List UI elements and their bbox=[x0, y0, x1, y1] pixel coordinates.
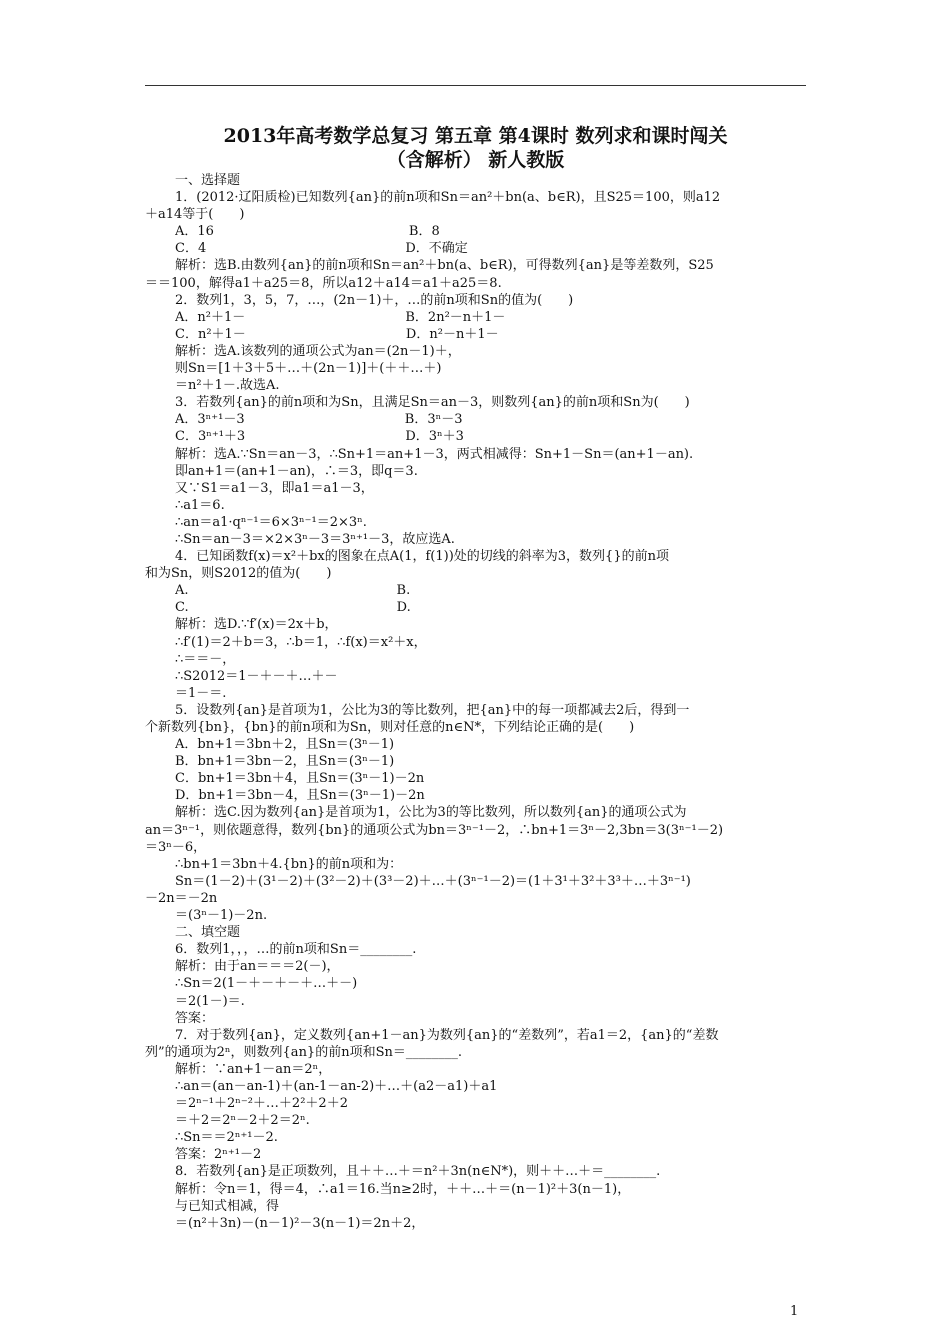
text-line: ＝＋2＝2ⁿ－2＋2＝2ⁿ. bbox=[175, 1113, 310, 1129]
text-line: ∴f′(1)＝2＋b＝3，∴b＝1，∴f(x)＝x²＋x， bbox=[175, 634, 427, 650]
text-line: ＋a14等于( ) bbox=[145, 207, 245, 223]
text-line: Sn＝(1－2)＋(3¹－2)＋(3²－2)＋(3³－2)＋…＋(3ⁿ⁻¹－2)＝(1＋3¹＋3²＋3³＋…＋3ⁿ⁻¹) bbox=[175, 873, 691, 889]
text-line: D．bn+1＝3bn－4，且Sn＝(3ⁿ－1)－2n bbox=[175, 788, 425, 804]
text-line: ∴S2012＝1－＋－＋…＋－ bbox=[175, 668, 338, 684]
text-line: C. D. bbox=[175, 600, 411, 616]
text-line: 2．数列1，3，5，7，…，(2n－1)＋，…的前n项和Sn的值为( ) bbox=[175, 292, 574, 308]
text-line: 8．若数列{an}是正项数列，且＋＋…＋＝n²＋3n(n∈N*)，则＋＋…＋＝________. bbox=[175, 1164, 661, 1180]
text-line: 解析：选A.该数列的通项公式为an＝(2n－1)＋， bbox=[175, 343, 461, 359]
text-line: ∴Sn＝an－3＝×2×3ⁿ－3＝3ⁿ⁺¹－3，故应选A. bbox=[175, 531, 455, 547]
text-line: 答案：2ⁿ⁺¹－2 bbox=[175, 1147, 262, 1163]
text-line: ＝2ⁿ⁻¹＋2ⁿ⁻²＋…＋2²＋2＋2 bbox=[175, 1096, 348, 1112]
text-line: 4．已知函数f(x)＝x²＋bx的图象在点A(1，f(1))处的切线的斜率为3，数列{}的前n项 bbox=[175, 549, 669, 565]
page-number: 1 bbox=[790, 1304, 799, 1319]
text-line: C．n²＋1－ D．n²－n＋1－ bbox=[175, 326, 499, 342]
text-line: ∴Sn＝2(1－＋－＋－＋…＋－) bbox=[175, 976, 358, 992]
text-line: A．bn+1＝3bn＋2，且Sn＝(3ⁿ－1) bbox=[175, 737, 395, 753]
text-line: 解析：选C.因为数列{an}是首项为1，公比为3的等比数列，所以数列{an}的通项公式为 bbox=[175, 805, 687, 821]
text-line: 列”的通项为2ⁿ，则数列{an}的前n项和Sn＝________. bbox=[145, 1044, 462, 1060]
text-line: 二、填空题 bbox=[175, 925, 241, 941]
text-line: 与已知式相减，得 bbox=[175, 1198, 280, 1214]
text-line: 和为Sn，则S2012的值为( ) bbox=[145, 566, 332, 582]
text-line: ∴＝＝－， bbox=[175, 651, 236, 667]
text-line: C．4 D．不确定 bbox=[175, 241, 468, 257]
text-line: ＝n²＋1－.故选A. bbox=[175, 378, 280, 394]
document-body bbox=[145, 172, 815, 1232]
text-line: 6．数列1，，，…的前n项和Sn＝________. bbox=[175, 942, 417, 958]
text-line: ∴a1＝6. bbox=[175, 497, 225, 513]
text-line: 又∵S1＝a1－3，即a1＝a1－3， bbox=[175, 480, 374, 496]
page-title: 2013年高考数学总复习 第五章 第4课时 数列求和课时闯关 bbox=[223, 125, 728, 147]
text-line: 解析：选D.∵f′(x)＝2x＋b， bbox=[175, 617, 338, 633]
text-line: 解析：选A.∵Sn＝an－3，∴Sn+1＝an+1－3，两式相减得：Sn+1－Sn＝(an+1－an). bbox=[175, 446, 694, 462]
text-line: 解析：∵an+1－an＝2ⁿ， bbox=[175, 1061, 332, 1077]
text-line: ∴bn+1＝3bn＋4.{bn}的前n项和为： bbox=[175, 856, 403, 872]
text-line: ∴an＝(an－an-1)＋(an-1－an-2)＋…＋(a2－a1)＋a1 bbox=[175, 1078, 498, 1094]
text-line: 解析：选B.由数列{an}的前n项和Sn＝an²＋bn(a、b∈R)，可得数列{an}是等差数列，S25 bbox=[175, 258, 714, 274]
text-line: ＝(3ⁿ－1)－2n. bbox=[175, 908, 268, 924]
text-line: A．3ⁿ⁺¹－3 B．3ⁿ－3 bbox=[175, 412, 463, 428]
text-line: ＝＝100，解得a1＋a25＝8，所以a12＋a14＝a1＋a25＝8. bbox=[145, 275, 502, 291]
text-line: 解析：由于an＝＝＝2(－)， bbox=[175, 959, 340, 975]
text-line: 则Sn＝[1＋3＋5＋…＋(2n－1)]＋(＋＋…＋) bbox=[175, 361, 442, 377]
text-line: ＝2(1－)＝. bbox=[175, 993, 245, 1009]
text-line: 一、选择题 bbox=[175, 173, 241, 188]
text-line: ∴Sn＝＝2ⁿ⁺¹－2. bbox=[175, 1130, 278, 1146]
text-line: ＝(n²＋3n)－(n－1)²－3(n－1)＝2n＋2， bbox=[175, 1215, 425, 1231]
text-line: A. B. bbox=[175, 583, 411, 599]
text-line: C．bn+1＝3bn＋4，且Sn＝(3ⁿ－1)－2n bbox=[175, 771, 425, 787]
text-line: A．n²＋1－ B．2n²－n＋1－ bbox=[175, 309, 506, 325]
text-line: an＝3ⁿ⁻¹，则依题意得，数列{bn}的通项公式为bn＝3ⁿ⁻¹－2，∴bn+1＝3ⁿ－2,3bn＝3(3ⁿ⁻¹－2) bbox=[145, 822, 724, 838]
text-line: ＝3ⁿ－6， bbox=[145, 839, 207, 855]
text-line: B．bn+1＝3bn－2，且Sn＝(3ⁿ－1) bbox=[175, 754, 395, 770]
text-line: 1．(2012·辽阳质检)已知数列{an}的前n项和Sn＝an²＋bn(a、b∈R)，且S25＝100，则a12 bbox=[175, 190, 721, 206]
text-line: ∴an＝a1·qⁿ⁻¹＝6×3ⁿ⁻¹＝2×3ⁿ. bbox=[175, 514, 367, 530]
text-line: －2n＝－2n bbox=[145, 890, 218, 906]
text-line: ＝1－＝. bbox=[175, 685, 227, 701]
text-line: 即an+1＝(an+1－an)，∴＝3，即q＝3. bbox=[175, 463, 418, 479]
text-line: 7．对于数列{an}，定义数列{an+1－an}为数列{an}的“差数列”，若a1＝2，{an}的“差数 bbox=[175, 1027, 719, 1043]
text-line: 个新数列{bn}，{bn}的前n项和为Sn，则对任意的n∈N*，下列结论正确的是( ) bbox=[145, 720, 635, 735]
text-line: C．3ⁿ⁺¹＋3 D．3ⁿ＋3 bbox=[175, 429, 464, 445]
text-line: A．16 B．8 bbox=[175, 224, 440, 240]
text-line: 答案： bbox=[175, 1010, 215, 1026]
text-line: 解析：令n＝1，得＝4，∴a1＝16.当n≥2时，＋＋…＋＝(n－1)²＋3(n－1)， bbox=[175, 1181, 631, 1197]
text-line: 3．若数列{an}的前n项和为Sn，且满足Sn＝an－3，则数列{an}的前n项和Sn为( ) bbox=[175, 395, 690, 411]
header-rule bbox=[145, 85, 806, 86]
page-subtitle: （含解析） 新人教版 bbox=[386, 149, 565, 171]
text-line: 5．设数列{an}是首项为1，公比为3的等比数列，把{an}中的每一项都减去2后，得到一 bbox=[175, 702, 690, 718]
